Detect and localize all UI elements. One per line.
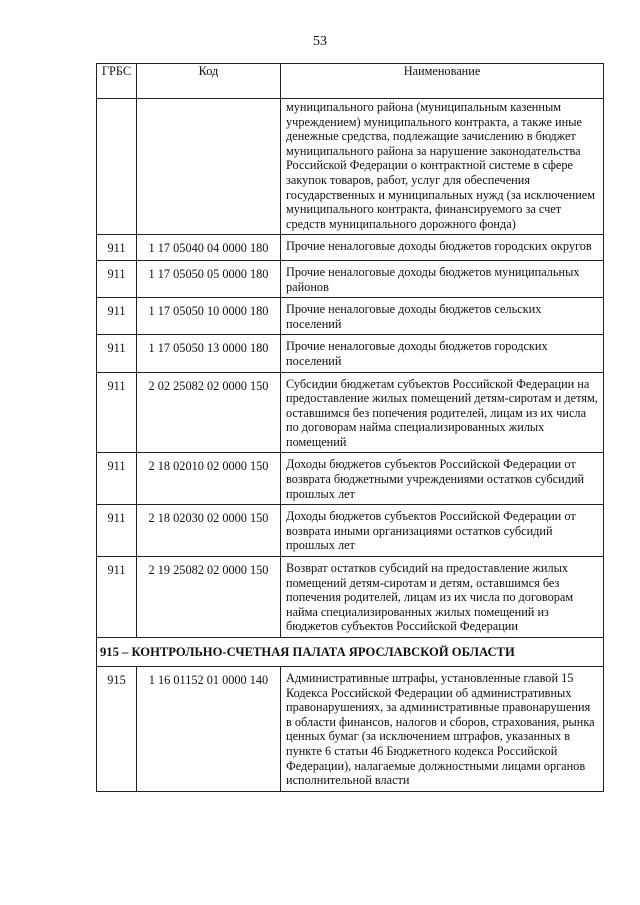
cell-name: Прочие неналоговые доходы бюджетов городских округов [281, 235, 604, 261]
header-grbs: ГРБС [97, 64, 137, 99]
cell-grbs: 915 [97, 667, 137, 792]
table-row [97, 372, 604, 453]
cell-code: 1 17 05050 10 0000 180 [137, 298, 281, 335]
table-row [97, 260, 604, 297]
cell-code: 2 19 25082 02 0000 150 [137, 557, 281, 638]
cell-grbs: 911 [97, 260, 137, 297]
table-row [97, 505, 604, 557]
cell-code: 1 17 05050 13 0000 180 [137, 335, 281, 372]
cell-grbs: 911 [97, 557, 137, 638]
cell-name: Прочие неналоговые доходы бюджетов сельских поселений [281, 298, 604, 335]
header-code: Код [137, 64, 281, 99]
table-row [97, 335, 604, 372]
table-row [97, 667, 604, 792]
cell-grbs: 911 [97, 505, 137, 557]
cell-code: 1 16 01152 01 0000 140 [137, 667, 281, 792]
cell-code: 1 17 05040 04 0000 180 [137, 235, 281, 261]
cell-grbs: 911 [97, 372, 137, 453]
cell-code: 2 18 02010 02 0000 150 [137, 453, 281, 505]
table-row [97, 557, 604, 638]
page-number: 53 [313, 34, 327, 49]
table-row [97, 235, 604, 261]
cell-code [137, 99, 281, 235]
cell-grbs: 911 [97, 335, 137, 372]
cell-name: Прочие неналоговые доходы бюджетов муниципальных районов [281, 260, 604, 297]
table-header [97, 64, 604, 99]
cell-name: Прочие неналоговые доходы бюджетов городских поселений [281, 335, 604, 372]
table-row [97, 453, 604, 505]
cell-name: Субсидии бюджетам субъектов Российской Федерации на предоставление жилых помещений детям-сиротам и детям, оставшимся без попечения родителей, лицам из их числа по договорам найма специализированных жилых помещений [281, 372, 604, 453]
table-row-continuation [97, 99, 604, 235]
section-header: 915 – КОНТРОЛЬНО-СЧЕТНАЯ ПАЛАТА ЯРОСЛАВСКОЙ ОБЛАСТИ [97, 638, 604, 667]
cell-code: 2 18 02030 02 0000 150 [137, 505, 281, 557]
cell-code: 2 02 25082 02 0000 150 [137, 372, 281, 453]
header-name: Наименование [281, 64, 604, 99]
cell-code: 1 17 05050 05 0000 180 [137, 260, 281, 297]
cell-name: муниципального района (муниципальным казенным учреждением) муниципального контракта, а также иные денежные средства, подлежащие зачислению в бюджет муниципального района за нарушение законодательства Российской Федерации о контрактной системе в сфере закупок товаров, работ, услуг для обеспечения государственных и муниципальных нужд (за исключением муниципального контракта, финансируемого за счет средств муниципального дорожного фонда) [281, 99, 604, 235]
cell-name: Доходы бюджетов субъектов Российской Федерации от возврата иными организациями остатков субсидий прошлых лет [281, 505, 604, 557]
cell-name: Доходы бюджетов субъектов Российской Федерации от возврата бюджетными учреждениями остатков субсидий прошлых лет [281, 453, 604, 505]
cell-name: Возврат остатков субсидий на предоставление жилых помещений детям-сиротам и детям, оставшимся без попечения родителей, лицам из их числа по договорам найма специализированных жилых помещений из бюджетов субъектов Российской Федерации [281, 557, 604, 638]
cell-grbs [97, 99, 137, 235]
table-row [97, 298, 604, 335]
cell-grbs: 911 [97, 453, 137, 505]
section-header-row [97, 638, 604, 667]
cell-grbs: 911 [97, 298, 137, 335]
cell-grbs: 911 [97, 235, 137, 261]
budget-classification-table [96, 63, 604, 792]
cell-name: Административные штрафы, установленные главой 15 Кодекса Российской Федерации об административных правонарушениях, за административные правонарушения в области финансов, налогов и сборов, страхования, рынка ценных бумаг (за исключением штрафов, указанных в пункте 6 статьи 46 Бюджетного кодекса Российской Федерации), налагаемые должностными лицами органов исполнительной власти [281, 667, 604, 792]
